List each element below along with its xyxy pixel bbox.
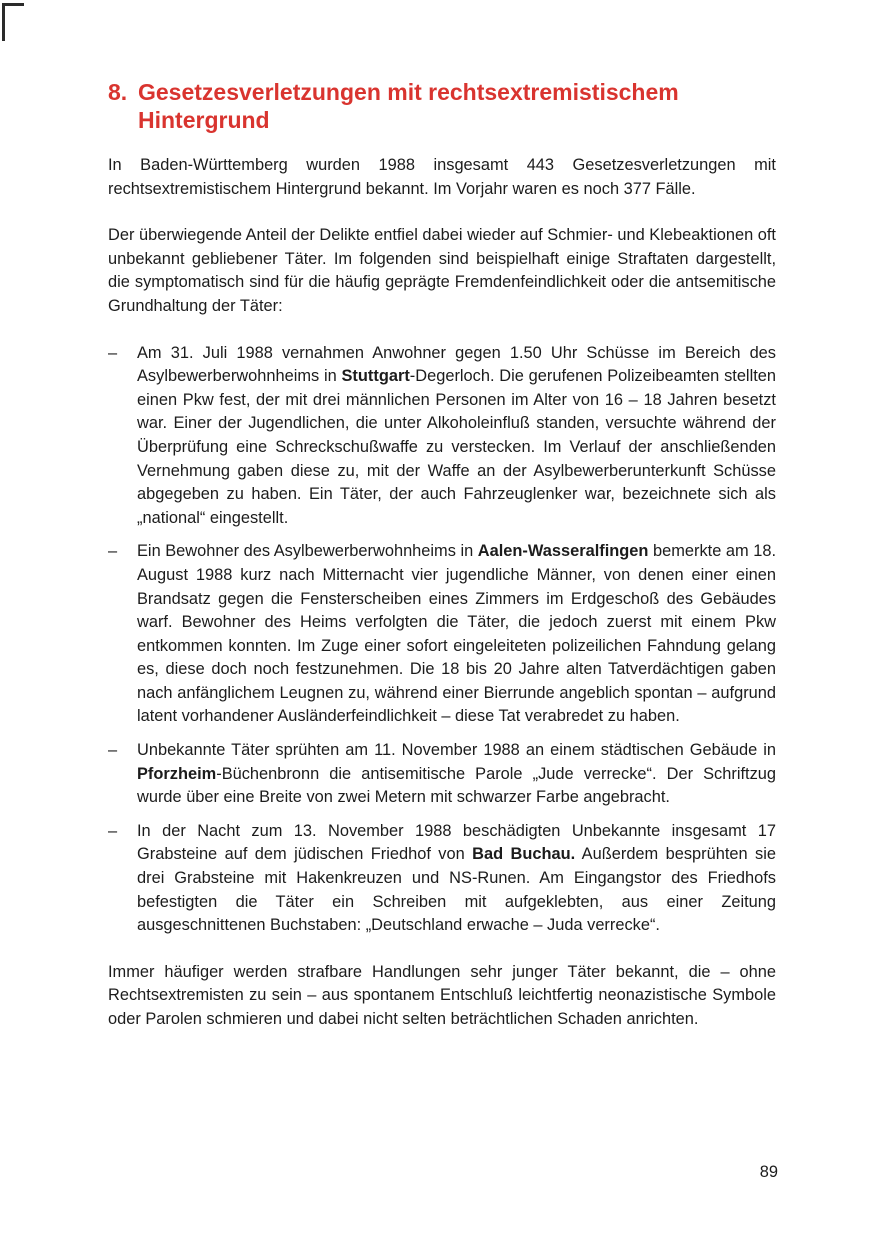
- item-place: Bad Buchau.: [472, 845, 576, 864]
- list-item: [108, 739, 776, 810]
- item-text-before: In der Nacht zum 13. November 1988 beschädigten Unbekannte insgesamt 17 Grabsteine auf dem jüdischen Friedhof von: [137, 821, 776, 864]
- overview-paragraph: Der überwiegende Anteil der Delikte entfiel dabei wieder auf Schmier- und Klebeaktionen oft unbekannt gebliebener Täter. Im folgenden sind beispielhaft einige Straftaten dargestellt, die symptomatisch sind für die häufig geprägte Fremdenfeindlichkeit oder die antsemitische Grundhaltung der Täter:: [108, 226, 776, 315]
- item-text-after: bemerkte am 18. August 1988 kurz nach Mitternacht vier jugendliche Männer, von denen einer einen Brandsatz gegen die Fensterscheiben eines Zimmers im Erdgeschoß des Gebäudes warf. Bewohner des Heims verfolgten die Täter, die jedoch zuerst mit einem Pkw entkommen konnten. Im Zuge einer sofort eingeleiteten polizeilichen Fahndung gelang es, diese doch noch festzunehmen. Die 18 bis 20 Jahre alten Tatverdächtigen gaben nach anfänglichem Leugnen zu, während einer Bierrunde angeblich spontan – aufgrund latent vorhandener Ausländerfeindlichkeit – diese Tat verabredet zu haben.: [137, 542, 777, 726]
- crop-mark: [0, 0, 26, 42]
- section-number: 8.: [108, 79, 128, 105]
- bullet-dash: –: [108, 343, 118, 362]
- item-text-after: -Degerloch. Die gerufenen Polizeibeamten stellten einen Pkw fest, der mit drei männlichen Personen im Alter von 16 – 18 Jahren besetzt war. Einer der Jugendlichen, die unter Alkoholeinfluß standen, versuchte während der Überprüfung eine Schreckschußwaffe zu verstecken. Im Verlauf der anschließenden Vernehmung gaben diese zu, mit der Waffe an der Asylbewerberunterkunft Schüsse abgegeben zu haben. Ein Täter, der auch Fahrzeuglenker war, bezeichnete sich als „national“ eingestellt.: [137, 367, 776, 527]
- section-title: Gesetzesverletzungen mit rechtsextremistischem Hintergrund: [138, 79, 679, 133]
- bullet-dash: –: [108, 542, 118, 561]
- document-body: [108, 154, 776, 1055]
- list-item: [108, 342, 776, 531]
- incident-list: [108, 342, 776, 938]
- page-number: 89: [759, 1163, 778, 1181]
- item-place: Stuttgart: [341, 367, 410, 386]
- list-item: [108, 820, 776, 938]
- item-text-after: Außerdem besprühten sie drei Grabsteine mit Hakenkreuzen und NS-Runen. Am Eingangstor des Friedhofs befestigten die Täter ein Schreiben mit aufgeklebten, aus einer Zeitung ausgeschnittenen Buchstaben: „Deutschland erwache – Juda verrecke“.: [137, 845, 776, 935]
- closing-paragraph: Immer häufiger werden strafbare Handlungen sehr junger Täter bekannt, die – ohne Rechtsextremisten zu sein – aus spontanem Entschluß leichtfertig neonazistische Symbole oder Parolen schmieren und dabei nicht selten beträchtlichen Schaden anrichten.: [108, 962, 776, 1028]
- item-place: Aalen-Wasseralfingen: [477, 542, 649, 561]
- section-heading: [108, 78, 768, 134]
- item-text-after: -Büchenbronn die antisemitische Parole „Jude verrecke“. Der Schriftzug wurde über eine Breite von zwei Metern mit schwarzer Farbe angebracht.: [137, 764, 776, 807]
- item-place: Pforzheim: [137, 764, 217, 783]
- bullet-dash: –: [108, 821, 118, 840]
- item-text-before: Am 31. Juli 1988 vernahmen Anwohner gegen 1.50 Uhr Schüsse im Bereich des Asylbewerberwohnheims in: [137, 343, 776, 386]
- item-text-before: Unbekannte Täter sprühten am 11. November 1988 an einem städtischen Gebäude in: [137, 741, 776, 760]
- item-text-before: Ein Bewohner des Asylbewerberwohnheims in: [137, 542, 478, 561]
- intro-paragraph: In Baden-Württemberg wurden 1988 insgesamt 443 Gesetzesverletzungen mit rechtsextremistischem Hintergrund bekannt. Im Vorjahr waren es noch 377 Fälle.: [108, 156, 776, 198]
- list-item: [108, 540, 776, 729]
- bullet-dash: –: [108, 741, 118, 760]
